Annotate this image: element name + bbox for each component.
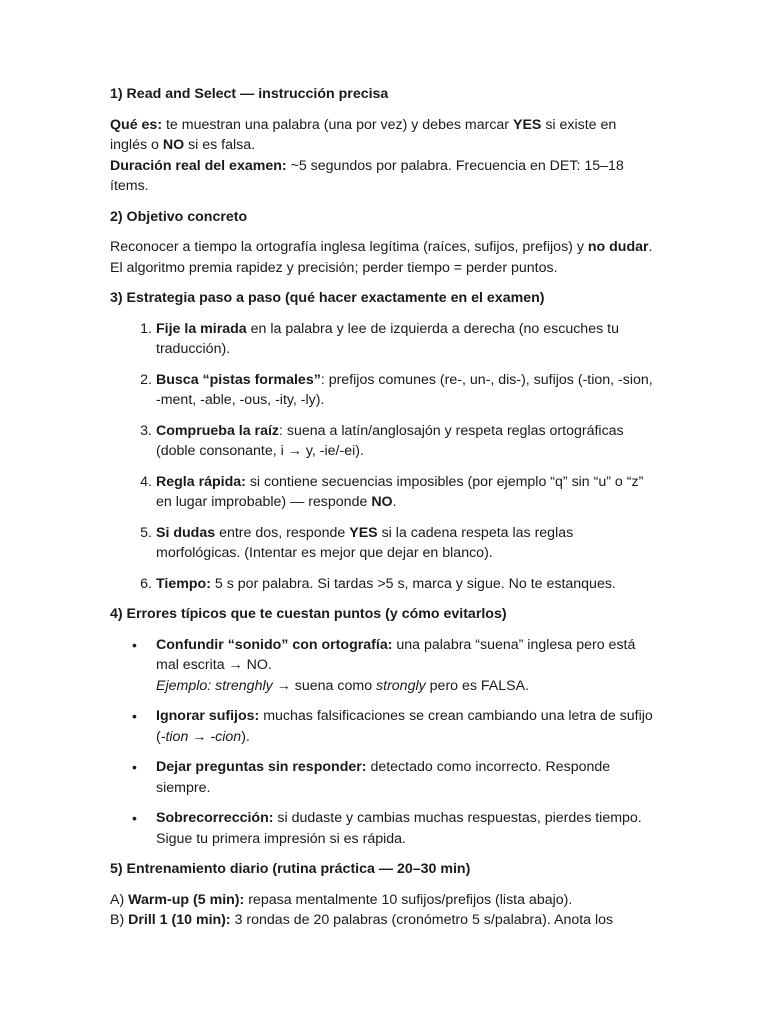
bullet-marker: • — [132, 759, 137, 775]
item-text: si dudaste y cambias muchas respuestas, pierdes tiempo. Sigue tu primera impresión si es rápida. — [156, 810, 642, 847]
section-3-heading: 3) Estrategia paso a paso (qué hacer exactamente en el examen) — [110, 290, 545, 306]
suffix-example: -tion — [160, 728, 189, 745]
warmup-text: repasa mentalmente 10 sufijos/prefijos (lista abajo). — [244, 891, 573, 908]
list-number: 4. — [140, 473, 152, 490]
warmup-label: Warm-up (5 min): — [128, 891, 245, 908]
que-es-text: te muestran una palabra (una por vez) y debes marcar — [162, 116, 513, 133]
list-item — [110, 472, 656, 513]
que-es-text-3: si es falsa. — [184, 137, 256, 153]
item-text: detectado como incorrecto. Responde siempre. — [156, 759, 611, 796]
list-item — [110, 757, 656, 798]
item-text: una palabra “suena” inglesa pero está mal escrita → NO. — [156, 636, 636, 673]
item-title: Tiempo: — [156, 575, 211, 592]
example-text-2: pero es FALSA. — [425, 677, 530, 694]
item-text: : prefijos comunes (re-, un-, dis-), sufijos (-tion, -sion, -ment, -able, -ous, -ity, -ly). — [156, 371, 653, 408]
objetivo-text-2: . El algoritmo premia rapidez y precisión; perder tiempo = perder puntos. — [110, 239, 653, 276]
objetivo-text: Reconocer a tiempo la ortografía inglesa legítima (raíces, sufijos, prefijos) y — [110, 239, 588, 255]
step-a-prefix: A) — [110, 891, 129, 908]
item-text: muchas falsificaciones se crean cambiando una letra de sufijo ( — [156, 708, 653, 745]
list-item — [110, 370, 656, 411]
duracion-text: ~5 segundos por palabra. Frecuencia en DET: 15–18 ítems. — [110, 157, 624, 194]
list-item — [110, 635, 656, 697]
item-text: entre dos, responde — [215, 524, 350, 541]
section-1-heading: 1) Read and Select — instrucción precisa — [110, 86, 389, 102]
item-title: Busca “pistas formales” — [156, 371, 321, 388]
item-title: Dejar preguntas sin responder: — [156, 759, 367, 775]
list-item — [110, 319, 656, 360]
item-title: Confundir “sonido” con ortografía: — [156, 636, 393, 653]
arrow-text: → — [188, 728, 211, 745]
bullet-marker: • — [132, 708, 137, 724]
item-text-end: ). — [241, 728, 250, 745]
item-title: Sobrecorrección: — [156, 810, 274, 826]
no-dudar-keyword: no dudar — [587, 239, 649, 255]
list-number: 2. — [140, 371, 152, 388]
drill-text: 3 rondas de 20 palabras (cronómetro 5 s/palabra). Anota los — [230, 912, 614, 928]
item-text-end: si la cadena respeta las reglas morfológicas. (Intentar es mejor que dejar en blanco). — [156, 524, 574, 561]
drill-label: Drill 1 (10 min): — [128, 912, 231, 928]
item-keyword: YES — [349, 524, 378, 541]
errors-list — [110, 635, 656, 850]
section-4-heading: 4) Errores típicos que te cuestan puntos (y cómo evitarlos) — [110, 606, 507, 622]
list-number: 1. — [140, 320, 152, 337]
item-title: Comprueba la raíz — [156, 422, 279, 439]
item-title: Fije la mirada — [156, 320, 247, 337]
item-title: Regla rápida: — [156, 473, 246, 490]
bullet-marker: • — [132, 636, 137, 653]
que-es-label: Qué es: — [110, 116, 163, 133]
section-5-paragraph — [110, 890, 656, 931]
list-number: 5. — [140, 524, 152, 541]
section-2-heading: 2) Objetivo concreto — [110, 208, 248, 225]
document-content — [110, 84, 656, 931]
example-word: Ejemplo: strenghly — [156, 677, 273, 694]
list-number: 3. — [140, 422, 152, 439]
example-text: → suena como — [272, 677, 377, 694]
section-5-heading: 5) Entrenamiento diario (rutina práctica — 20–30 min) — [110, 861, 471, 877]
item-text: 5 s por palabra. Si tardas >5 s, marca y sigue. No te estanques. — [210, 575, 616, 592]
list-item — [110, 574, 656, 595]
suffix-example-2: -cion — [210, 728, 242, 745]
list-item — [110, 808, 656, 849]
item-title: Si dudas — [156, 524, 216, 541]
item-text-end: . — [392, 494, 397, 510]
list-item — [110, 706, 656, 747]
item-text: si contiene secuencias imposibles (por ejemplo “q” sin “u” o “z” en lugar improbable) — responde — [156, 473, 644, 510]
item-title: Ignorar sufijos: — [156, 708, 260, 724]
que-es-text-2: si existe en inglés o — [110, 116, 617, 153]
bullet-marker: • — [132, 810, 137, 826]
item-text: : suena a latín/anglosajón y respeta reglas ortográficas (doble consonante, i → y, -ie/-ei). — [156, 422, 624, 459]
list-number: 6. — [140, 575, 152, 592]
section-1-paragraph — [110, 115, 656, 197]
list-item — [110, 523, 656, 564]
list-item — [110, 421, 656, 462]
section-2-paragraph — [110, 237, 656, 278]
no-keyword: NO — [162, 137, 185, 153]
item-keyword: NO — [371, 494, 393, 510]
yes-keyword: YES — [512, 116, 542, 133]
duracion-label: Duración real del examen: — [110, 157, 287, 174]
step-b-prefix: B) — [110, 912, 129, 928]
example-word-2: strongly — [376, 677, 426, 694]
strategy-list — [110, 319, 656, 595]
item-text: en la palabra y lee de izquierda a derecha (no escuches tu traducción). — [156, 320, 619, 357]
